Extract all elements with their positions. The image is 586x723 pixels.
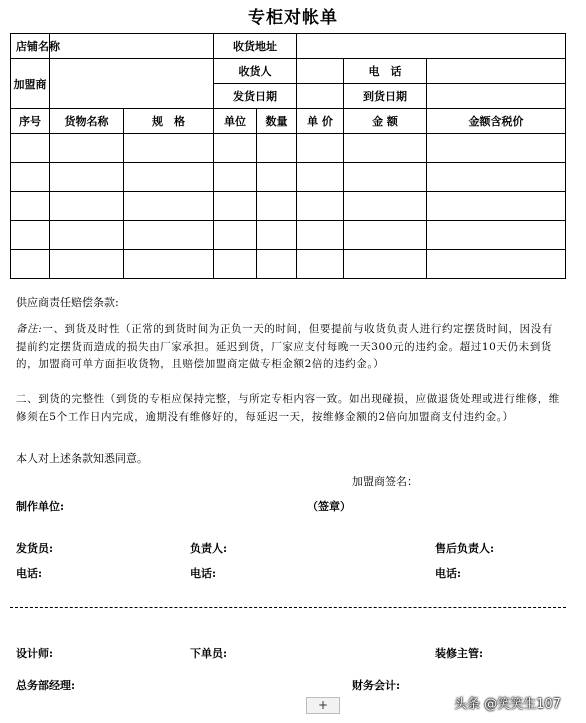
column-header: 数量 xyxy=(257,109,297,134)
table-cell[interactable] xyxy=(50,221,124,250)
person-in-charge-label: 负责人: xyxy=(190,542,228,555)
table-cell[interactable] xyxy=(11,250,50,279)
table-cell[interactable] xyxy=(257,221,297,250)
table-cell[interactable] xyxy=(344,221,427,250)
table-cell[interactable] xyxy=(257,134,297,163)
receive-address-label: 收货地址 xyxy=(214,34,297,59)
shipper-label: 发货员: xyxy=(16,542,54,555)
table-cell[interactable] xyxy=(427,192,566,221)
franchisee-label: 加盟商 xyxy=(11,59,50,109)
table-cell[interactable] xyxy=(50,163,124,192)
table-cell[interactable] xyxy=(50,250,124,279)
seal-label: （签章） xyxy=(307,500,351,513)
receive-address-value[interactable] xyxy=(297,34,566,59)
table-cell[interactable] xyxy=(257,250,297,279)
table-cell[interactable] xyxy=(344,163,427,192)
table-cell[interactable] xyxy=(50,192,124,221)
column-header: 货物名称 xyxy=(50,109,124,134)
column-header: 单 价 xyxy=(297,109,344,134)
decoration-manager-label: 装修主管: xyxy=(435,647,484,660)
table-cell[interactable] xyxy=(257,192,297,221)
table-cell[interactable] xyxy=(427,221,566,250)
table-row xyxy=(11,221,566,250)
finance-label: 财务会计: xyxy=(352,679,401,692)
table-cell[interactable] xyxy=(11,163,50,192)
franchisee-value[interactable] xyxy=(50,59,214,109)
after-sales-phone-label: 电话: xyxy=(435,567,462,580)
table-cell[interactable] xyxy=(344,134,427,163)
table-cell[interactable] xyxy=(50,134,124,163)
column-header-row xyxy=(11,109,566,134)
table-row xyxy=(11,250,566,279)
after-sales-label: 售后负责人: xyxy=(435,542,495,555)
page-title: 专柜对帐单 xyxy=(248,8,338,28)
column-header: 金 额 xyxy=(344,109,427,134)
table-cell[interactable] xyxy=(257,163,297,192)
clause-text-1: 一、到货及时性（正常的到货时间为正负一天的时间，但要提前与收货负责人进行约定摆货时间，因没有提前约定摆货而造成的损失由厂家承担。延迟到货，厂家应支付每晚一天300元的违约金。超过10天仍未到货的，加盟商可单方面拒收货物，且赔偿加盟商定做专柜金额2倍的违约金。） xyxy=(16,323,553,370)
receiver-label: 收货人 xyxy=(214,59,297,84)
table-cell[interactable] xyxy=(124,192,214,221)
shop-name-label: 店铺名称 xyxy=(11,34,50,59)
column-header: 单位 xyxy=(214,109,257,134)
table-cell[interactable] xyxy=(427,163,566,192)
table-cell[interactable] xyxy=(344,250,427,279)
designer-label: 设计师: xyxy=(16,647,54,660)
table-row xyxy=(11,163,566,192)
table-cell[interactable] xyxy=(11,221,50,250)
table-cell[interactable] xyxy=(124,163,214,192)
table-cell[interactable] xyxy=(214,250,257,279)
clause-paragraph-1 xyxy=(16,321,561,374)
table-cell[interactable] xyxy=(214,134,257,163)
ship-date-label: 发货日期 xyxy=(214,84,297,109)
phone-value[interactable] xyxy=(427,59,566,84)
receiver-value[interactable] xyxy=(297,59,344,84)
table-cell[interactable] xyxy=(11,192,50,221)
table-cell[interactable] xyxy=(124,134,214,163)
table-cell[interactable] xyxy=(297,192,344,221)
general-manager-label: 总务部经理: xyxy=(16,679,76,692)
table-cell[interactable] xyxy=(124,250,214,279)
table-cell[interactable] xyxy=(297,163,344,192)
table-cell[interactable] xyxy=(214,192,257,221)
table-row xyxy=(11,134,566,163)
table-cell[interactable] xyxy=(124,221,214,250)
ledger-table xyxy=(10,33,566,279)
column-header: 序号 xyxy=(11,109,50,134)
dashed-divider xyxy=(10,607,566,608)
table-cell[interactable] xyxy=(214,163,257,192)
zoom-in-button[interactable]: + xyxy=(306,697,340,714)
table-cell[interactable] xyxy=(11,134,50,163)
table-cell[interactable] xyxy=(297,250,344,279)
franchisee-signature-label: 加盟商签名： xyxy=(352,475,418,488)
table-cell[interactable] xyxy=(214,221,257,250)
table-cell[interactable] xyxy=(297,134,344,163)
clauses-heading: 供应商责任赔偿条款: xyxy=(16,296,119,309)
watermark-text: 头条 @笑笑生107 xyxy=(454,697,561,712)
shipper-phone-label: 电话: xyxy=(16,567,43,580)
phone-label: 电 话 xyxy=(344,59,427,84)
table-cell[interactable] xyxy=(427,134,566,163)
consent-text: 本人对上述条款知悉同意。 xyxy=(16,452,148,465)
order-clerk-label: 下单员: xyxy=(190,647,228,660)
note-prefix: 备注: xyxy=(16,323,43,335)
table-cell[interactable] xyxy=(297,221,344,250)
arrival-date-value[interactable] xyxy=(427,84,566,109)
arrival-date-label: 到货日期 xyxy=(344,84,427,109)
table-cell[interactable] xyxy=(427,250,566,279)
table-row xyxy=(11,192,566,221)
maker-unit-label: 制作单位: xyxy=(16,500,65,513)
table-cell[interactable] xyxy=(344,192,427,221)
clause-paragraph-2: 二、到货的完整性（到货的专柜应保持完整，与所定专柜内容一致。如出现碰损，应做退货处理或进行维修，维修须在5个工作日内完成，逾期没有维修好的，每延迟一天，按维修金额的2倍向加盟商支付违约金。） xyxy=(16,393,560,423)
shop-name-value[interactable] xyxy=(50,34,214,59)
column-header: 规 格 xyxy=(124,109,214,134)
ship-date-value[interactable] xyxy=(297,84,344,109)
column-header: 金额含税价 xyxy=(427,109,566,134)
person-in-charge-phone-label: 电话: xyxy=(190,567,217,580)
